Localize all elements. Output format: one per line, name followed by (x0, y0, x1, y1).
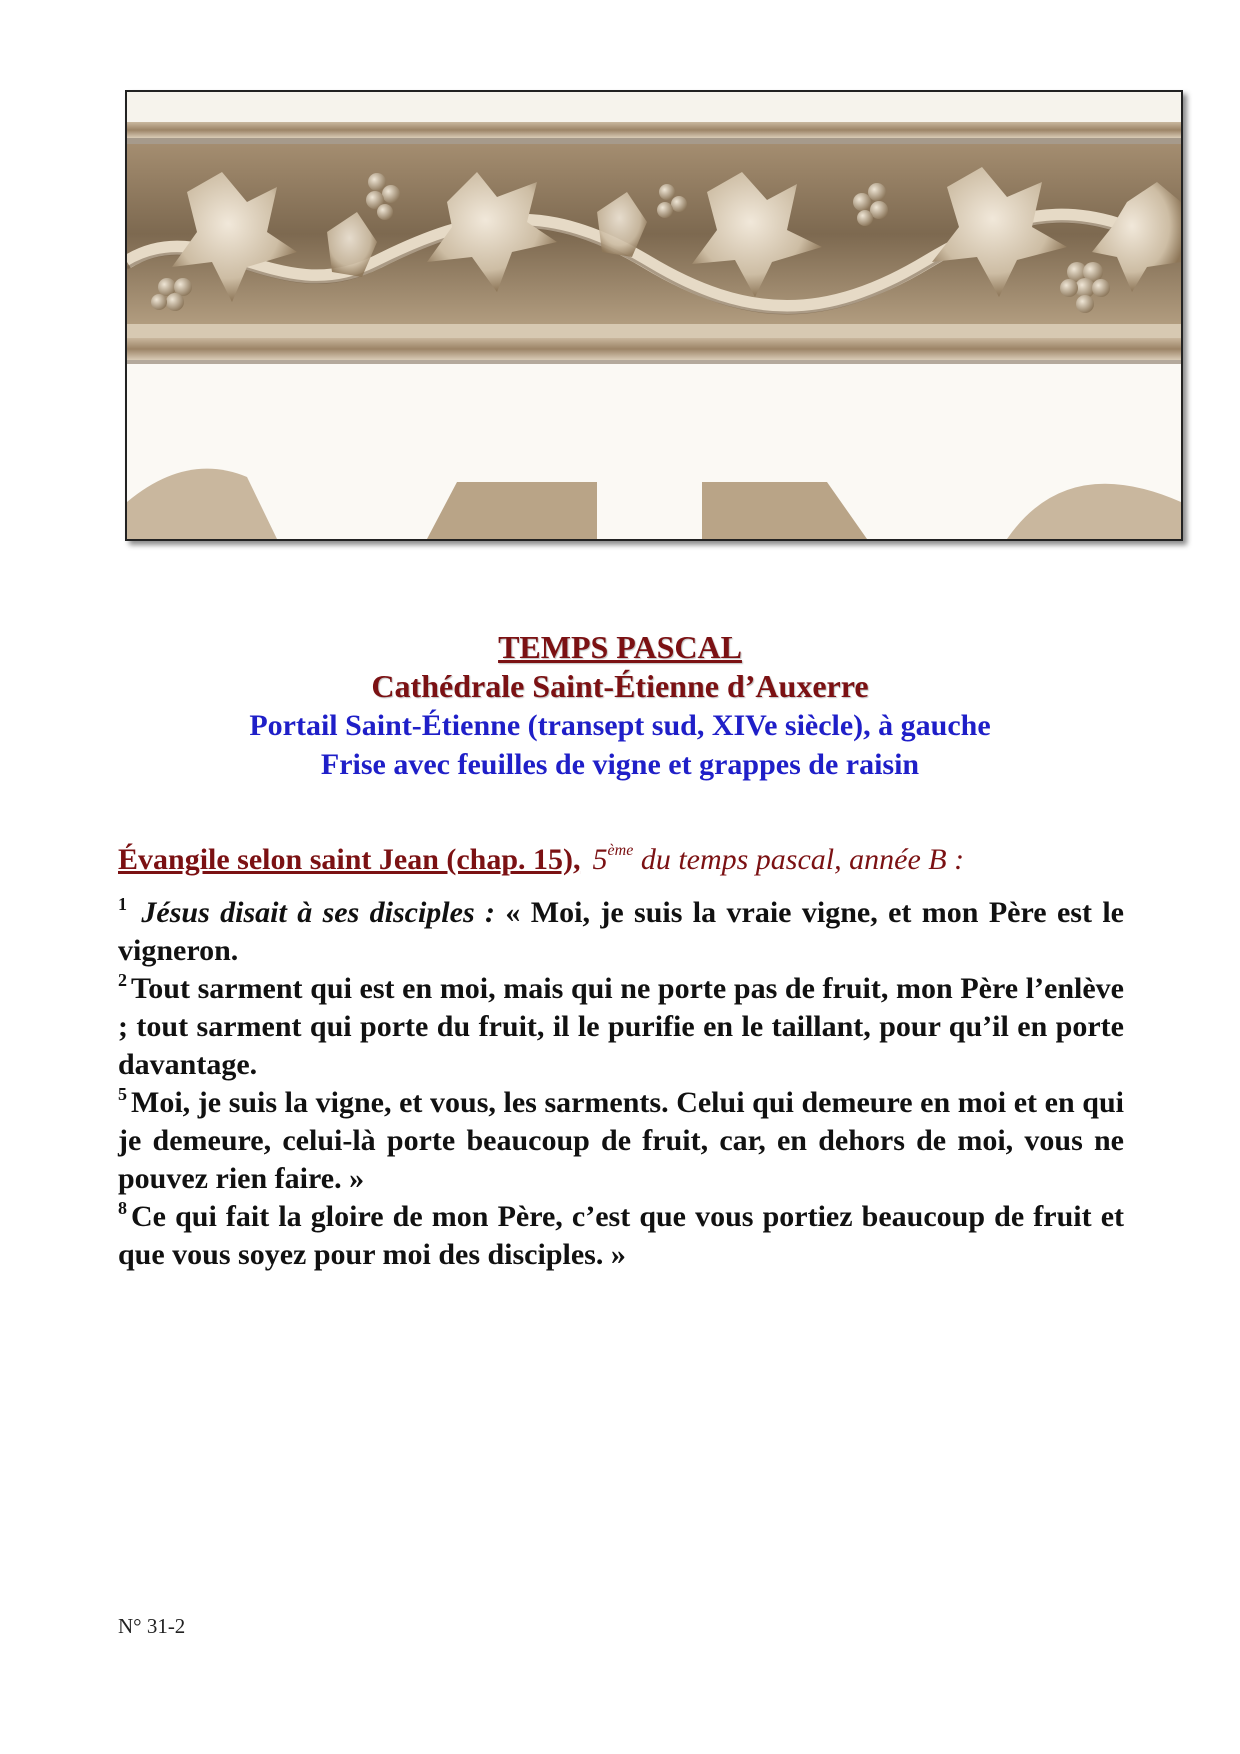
header-block (0, 628, 1240, 784)
frieze-photo (125, 90, 1183, 541)
sunday-number: 5 (592, 843, 608, 876)
verse (118, 1084, 1124, 1198)
gospel-reference (118, 840, 1128, 880)
portal-caption: Portail Saint-Étienne (transept sud, XIVe siècle), à gauche (249, 709, 991, 742)
cathedral-subtitle: Cathédrale Saint-Étienne d’Auxerre (371, 668, 869, 704)
frieze-caption: Frise avec feuilles de vigne et grappes de raisin (320, 748, 920, 781)
verse-text: Tout sarment qui est en moi, mais qui ne porte pas de fruit, mon Père l’enlève ; tout sarment qui porte du fruit, il le purifie en le taillant, pour qu’il en porte davantage. (118, 972, 1124, 1081)
frieze-illustration (127, 92, 1181, 539)
gospel-source: Évangile selon saint Jean (chap. 15), (118, 843, 581, 876)
verse-number: 2 (118, 970, 127, 990)
sunday-label (593, 843, 965, 876)
sunday-suffix: ème (607, 842, 634, 859)
verse-text: « Moi, je suis la vraie vigne, et mon Père est le vigneron. (118, 896, 1124, 967)
sunday-rest: du temps pascal, année B : (633, 843, 965, 876)
verse-intro: Jésus disait à ses disciples : (141, 896, 496, 929)
verse (118, 970, 1124, 1084)
verse (118, 1198, 1124, 1274)
verse (118, 894, 1124, 970)
verse-number: 1 (118, 894, 127, 914)
verse-number: 8 (118, 1198, 127, 1218)
page-number: N° 31-2 (118, 1614, 186, 1638)
page-title: TEMPS PASCAL (498, 629, 742, 665)
verse-text: Ce qui fait la gloire de mon Père, c’est que vous portiez beaucoup de fruit et que vous soyez pour moi des disciples. » (118, 1200, 1124, 1271)
verse-text: Moi, je suis la vigne, et vous, les sarments. Celui qui demeure en moi et en qui je demeure, celui-là porte beaucoup de fruit, car, en dehors de moi, vous ne pouvez rien faire. » (118, 1086, 1124, 1195)
verse-number: 5 (118, 1084, 127, 1104)
gospel-text (118, 894, 1124, 1274)
